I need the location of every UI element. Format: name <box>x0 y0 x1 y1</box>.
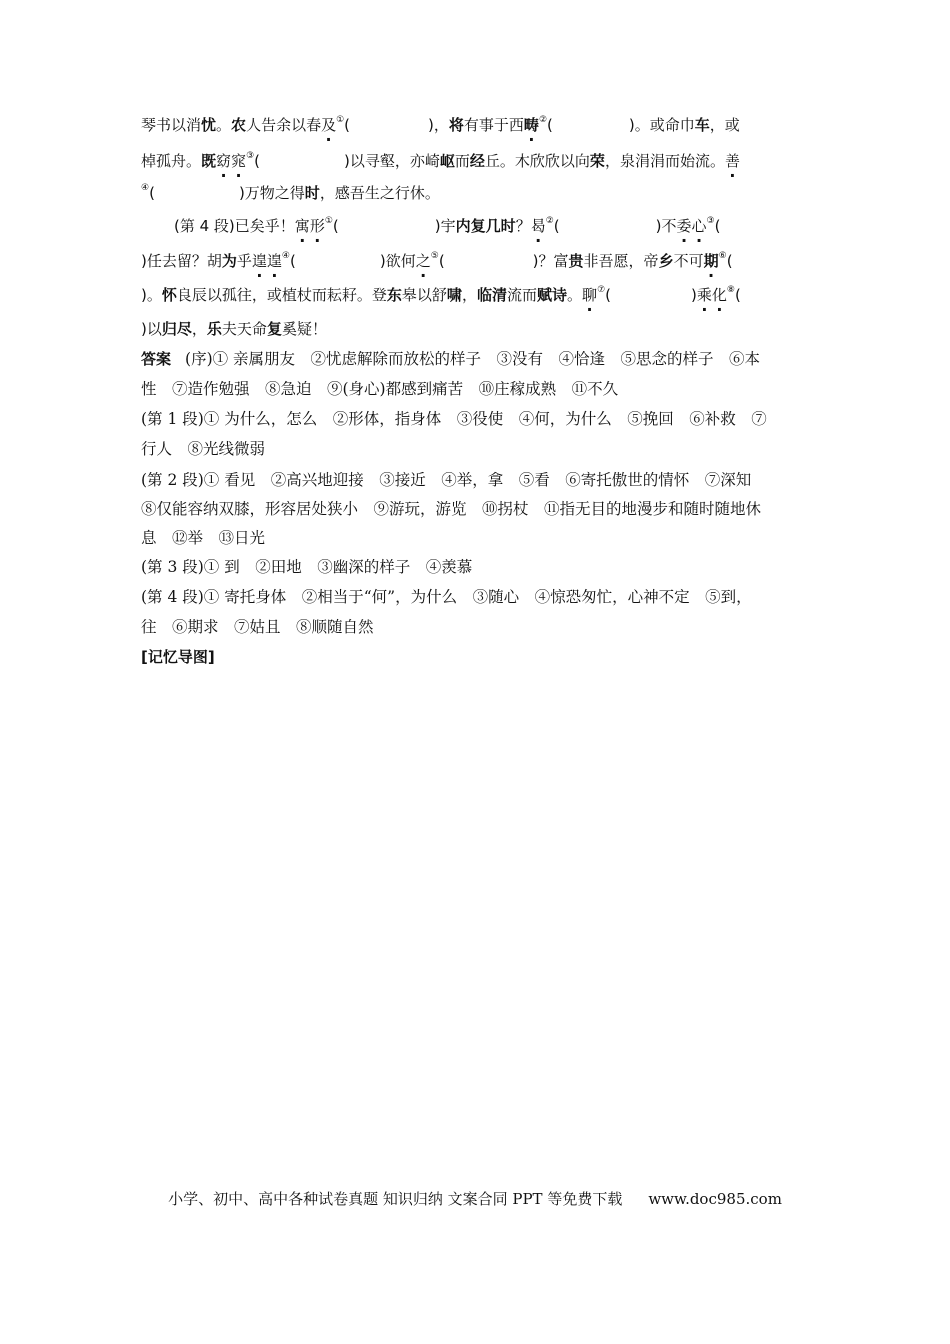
text-line-2: 棹孤舟。既窈窕③( )以寻壑，亦崎岖而经丘。木欣欣以向荣，泉涓涓而始流。善 <box>141 151 740 170</box>
footer-url[interactable]: www.doc985.com <box>648 1190 782 1208</box>
answer-line-4: 行人 ⑧光线微弱 <box>141 440 266 458</box>
footer-text: 小学、初中、高中各种试卷真题 知识归纳 文案合同 PPT 等免费下载 <box>168 1190 623 1208</box>
memory-map-heading: [记忆导图] <box>141 648 215 666</box>
text-line-4: (第 4 段)已矣乎！寓形①( )宇内复几时？曷②( )不委心③( <box>174 216 721 235</box>
answer-label: 答案 <box>141 350 172 368</box>
answer-line-10: 往 ⑥期求 ⑦姑且 ⑧顺随自然 <box>141 618 374 636</box>
answer-line-7: 息 ⑫举 ⑬日光 <box>141 529 266 547</box>
answer-line-1: 答案 (序)① 亲属朋友 ②忧虑解除而放松的样子 ③没有 ④恰逢 ⑤思念的样子 ⑥本 <box>141 350 761 368</box>
text-line-3: ④( )万物之得时，感吾生之行休。 <box>141 183 440 202</box>
text-line-1: 琴书以消忧。农人告余以春及①( )，将有事于西畴②( )。或命巾车，或 <box>141 115 740 134</box>
answer-line-9: (第 4 段)① 寄托身体 ②相当于“何”，为什么 ③随心 ④惊恐匆忙，心神不定 ⑤到， <box>141 588 752 606</box>
answer-line-3: (第 1 段)① 为什么，怎么 ②形体，指身体 ③役使 ④何，为什么 ⑤挽回 ⑥补救 ⑦ <box>141 410 767 428</box>
answer-line-6: ⑧仅能容纳双膝，形容居处狭小 ⑨游玩，游览 ⑩拐杖 ⑪指无目的地漫步和随时随地休 <box>141 500 762 518</box>
answer-line-8: (第 3 段)① 到 ②田地 ③幽深的样子 ④羡慕 <box>141 558 473 576</box>
text-line-7: )以归尽，乐夫天命复奚疑！ <box>141 320 327 338</box>
answer-line-2: 性 ⑦造作勉强 ⑧急迫 ⑨(身心)都感到痛苦 ⑩庄稼成熟 ⑪不久 <box>141 380 619 398</box>
text-line-6: )。怀良辰以孤往，或植杖而耘耔。登东皋以舒啸，临清流而赋诗。聊⑦( )乘化⑧( <box>141 285 741 304</box>
page-footer <box>0 1188 950 1209</box>
answer-line-5: (第 2 段)① 看见 ②高兴地迎接 ③接近 ④举，拿 ⑤看 ⑥寄托傲世的情怀 ⑦深知 <box>141 471 752 489</box>
text-line-5: )任去留？胡为乎遑遑④( )欲何之⑤( )？富贵非吾愿，帝乡不可期⑥( <box>141 251 733 270</box>
